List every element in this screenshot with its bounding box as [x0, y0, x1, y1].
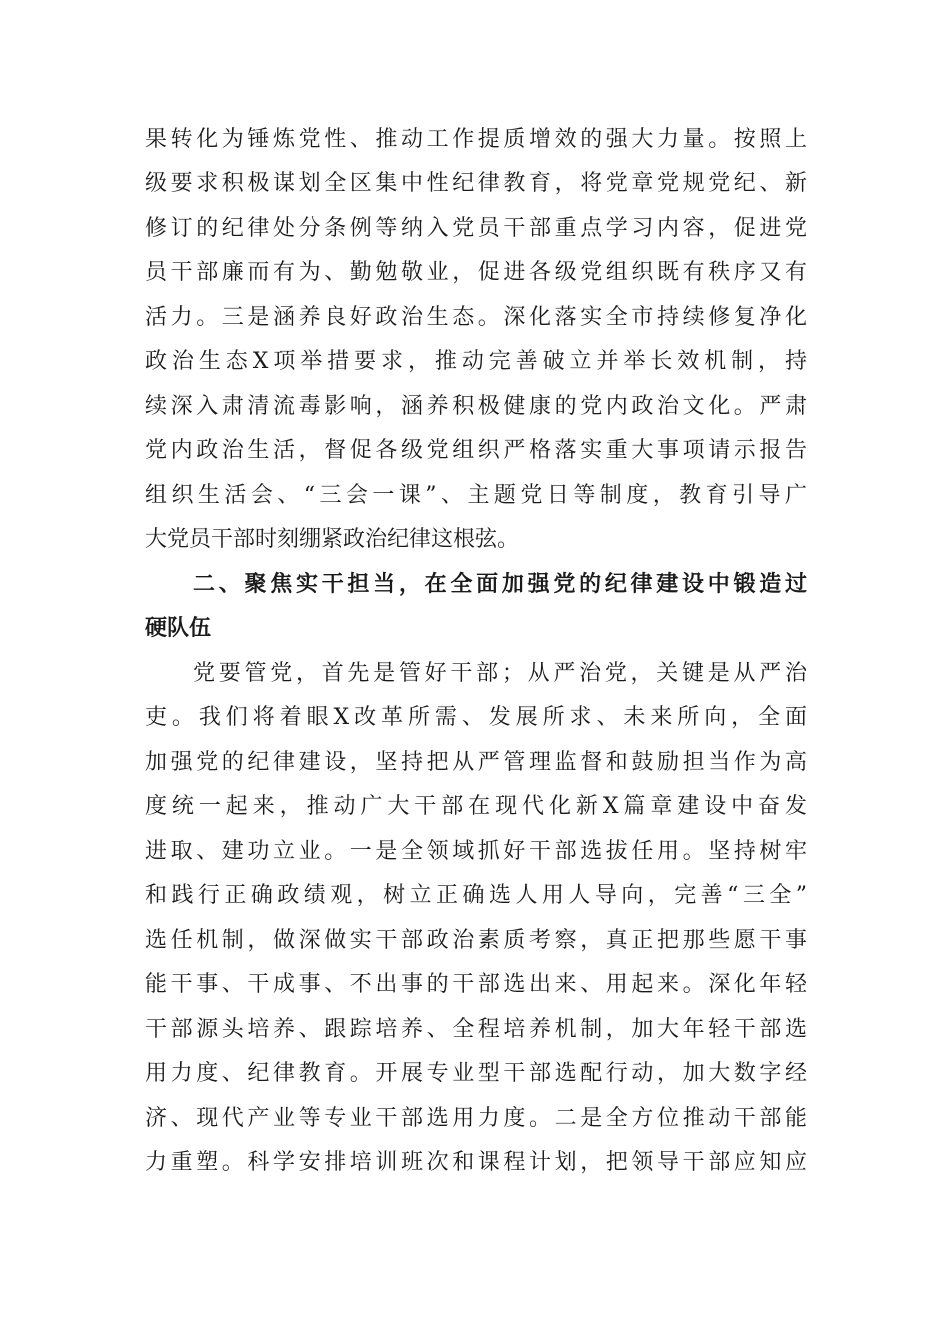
- text-line: 用力度、纪律教育。开展专业型干部选配行动，加大数字经: [145, 1061, 807, 1086]
- text-line: 果转化为锤炼党性、推动工作提质增效的强大力量。按照上: [145, 127, 807, 152]
- text-line: 组织生活会、“三会一课”、主题党日等制度，教育引导广: [145, 483, 807, 508]
- text-line: 党内政治生活，督促各级党组织严格落实重大事项请示报告: [145, 438, 807, 463]
- text-line: 政治生态X项举措要求，推动完善破立并举长效机制，持: [145, 349, 807, 374]
- text-line: 力重塑。科学安排培训班次和课程计划，把领导干部应知应: [145, 1150, 807, 1175]
- text-line: 党要管党，首先是管好干部；从严治党，关键是从严治: [193, 661, 807, 686]
- text-line: 级要求积极谋划全区集中性纪律教育，将党章党规党纪、新: [145, 171, 807, 196]
- text-line: 干部源头培养、跟踪培养、全程培养机制，加大年轻干部选: [145, 1017, 807, 1042]
- text-line: 大党员干部时刻绷紧政治纪律这根弦。: [145, 527, 520, 552]
- text-line: 吏。我们将着眼X改革所需、发展所求、未来所向，全面: [145, 705, 807, 730]
- text-line: 选任机制，做深做实干部政治素质考察，真正把那些愿干事: [145, 928, 807, 953]
- text-line: 能干事、干成事、不出事的干部选出来、用起来。深化年轻: [145, 972, 807, 997]
- text-line: 修订的纪律处分条例等纳入党员干部重点学习内容，促进党: [145, 216, 807, 241]
- text-line: 活力。三是涵养良好政治生态。深化落实全市持续修复净化: [145, 305, 807, 330]
- text-line: 员干部廉而有为、勤勉敬业，促进各级党组织既有秩序又有: [145, 260, 807, 285]
- text-line: 进取、建功立业。一是全领域抓好干部选拔任用。坚持树牢: [145, 839, 807, 864]
- text-line: 和践行正确政绩观，树立正确选人用人导向，完善“三全”: [145, 883, 807, 908]
- text-line: 济、现代产业等专业干部选用力度。二是全方位推动干部能: [145, 1106, 807, 1131]
- text-line: 度统一起来，推动广大干部在现代化新X篇章建设中奋发: [145, 794, 807, 819]
- text-line: 加强党的纪律建设，坚持把从严管理监督和鼓励担当作为高: [145, 750, 807, 775]
- section-heading: 二、聚焦实干担当，在全面加强党的纪律建设中锻造过: [193, 572, 807, 597]
- text-line: 续深入肃清流毒影响，涵养积极健康的党内政治文化。严肃: [145, 394, 807, 419]
- section-heading: 硬队伍: [145, 616, 212, 641]
